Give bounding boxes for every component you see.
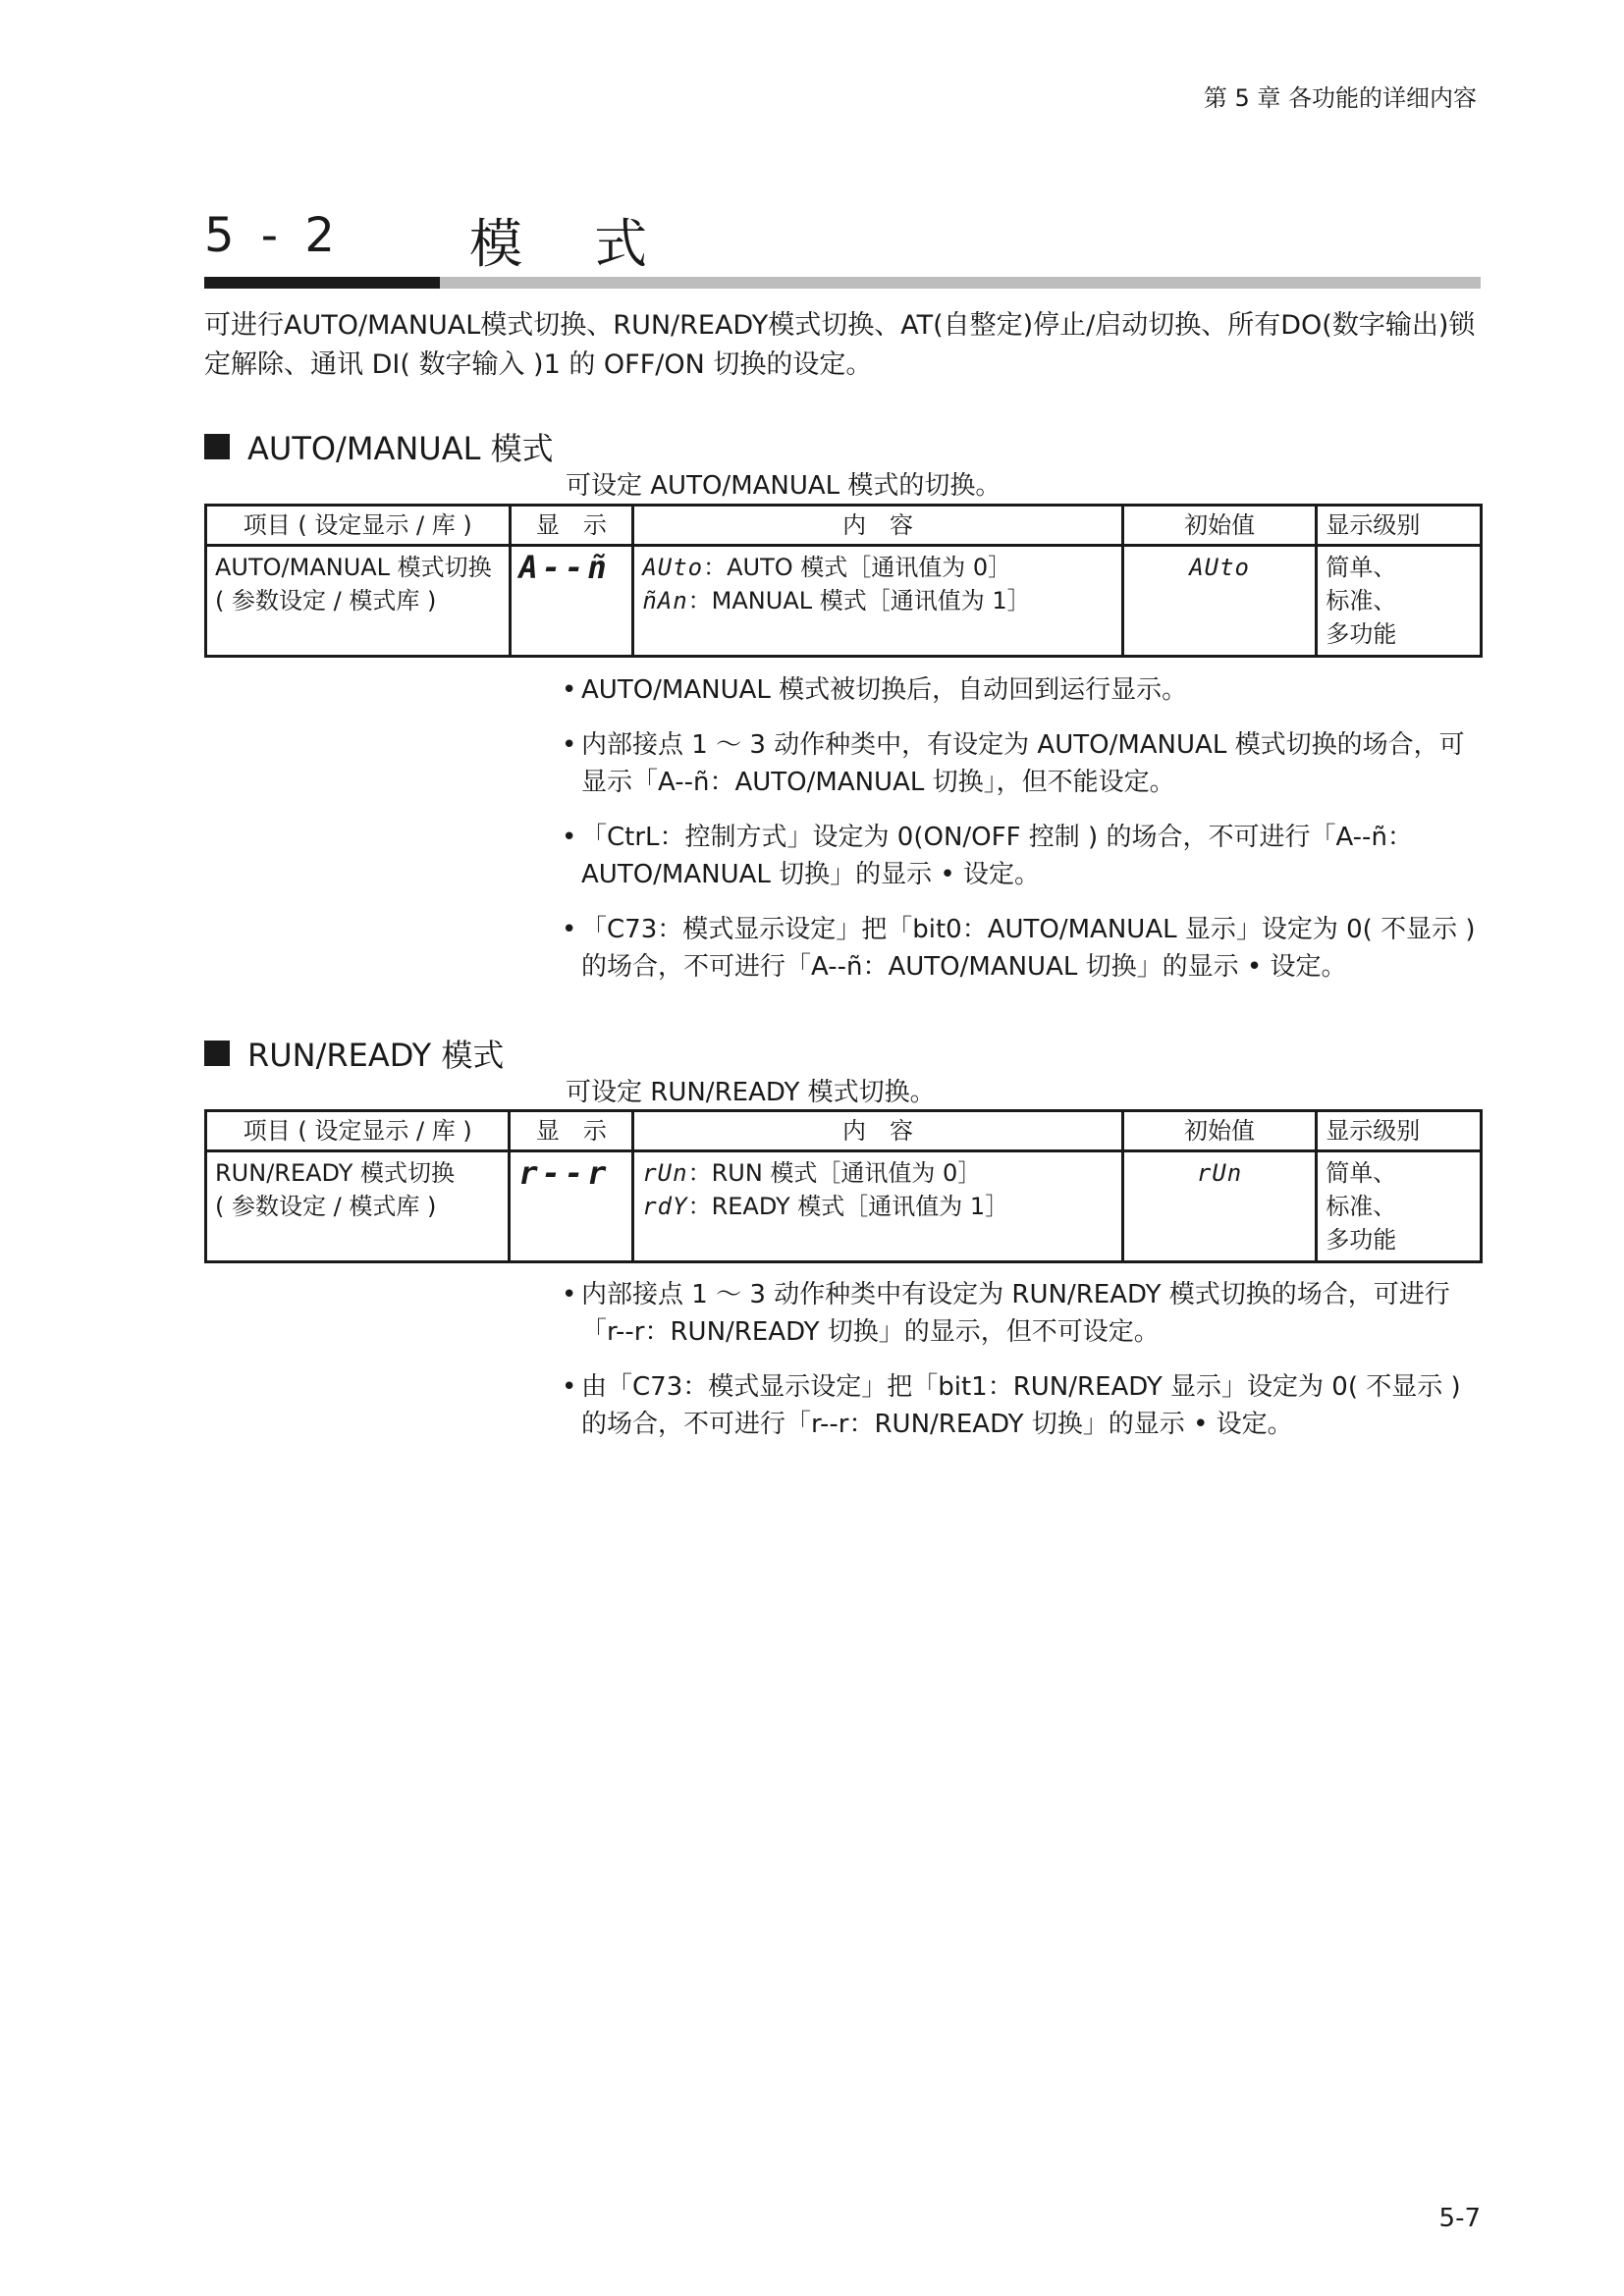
run-ready-table: [204, 1109, 1483, 1263]
lcd-code-ready: rdY: [642, 1193, 688, 1220]
list-item: • AUTO/MANUAL 模式被切换后，自动回到运行显示。: [562, 671, 1485, 709]
auto-manual-heading-text: AUTO/MANUAL 模式: [247, 430, 554, 467]
note-text: 由「C73：模式显示设定」把「bit1：RUN/READY 显示」设定为 0( 不显示 ) 的场合，不可进行「r--r：RUN/READY 切换」的显示 • 设定。: [581, 1372, 1461, 1439]
section-title: [204, 208, 1481, 287]
lcd-display-code: A--ñ: [518, 549, 611, 586]
display-cell: [510, 546, 633, 657]
note-text: 内部接点 1 ～ 3 动作种类中有设定为 RUN/READY 模式切换的场合，可进行「r--r：RUN/READY 切换」的显示，但不可设定。: [581, 1280, 1450, 1347]
initial-cell: [1122, 546, 1317, 657]
item-bank: ( 参数设定 / 模式库 ): [215, 587, 437, 614]
square-bullet-icon: [204, 434, 230, 459]
run-ready-heading-text: RUN/READY 模式: [247, 1037, 505, 1074]
table-header-row: [206, 1111, 1482, 1151]
header-level: 显示级别: [1317, 1111, 1482, 1151]
header-display: 显 示: [510, 1111, 633, 1151]
run-ready-description: 可设定 RUN/READY 模式切换。: [566, 1078, 936, 1107]
table-header-row: [206, 506, 1482, 546]
section-name: 模 式: [469, 213, 676, 275]
level-multi: 多功能: [1326, 1226, 1397, 1254]
item-bank: ( 参数设定 / 模式库 ): [215, 1193, 437, 1220]
lcd-code-auto: AUto: [642, 554, 704, 581]
display-cell: [510, 1151, 633, 1262]
lcd-code-manual: ñAn: [642, 587, 688, 614]
note-text: AUTO/MANUAL 模式被切换后，自动回到运行显示。: [581, 675, 1188, 705]
item-name: AUTO/MANUAL 模式切换: [215, 554, 492, 581]
header-content: 内 容: [633, 506, 1123, 546]
header-initial: 初始值: [1122, 1111, 1317, 1151]
list-item: • 内部接点 1 ～ 3 动作种类中，有设定为 AUTO/MANUAL 模式切换的场合，可显示「A--ñ：AUTO/MANUAL 切换」，但不能设定。: [562, 726, 1485, 801]
chapter-header: 第 5 章 各功能的详细内容: [1203, 84, 1477, 112]
item-cell: [206, 546, 511, 657]
run-ready-heading: [204, 1031, 504, 1076]
section-number: 5 - 2: [204, 208, 341, 263]
list-item: • 「CtrL：控制方式」设定为 0(ON/OFF 控制 ) 的场合，不可进行「A--ñ：AUTO/MANUAL 切换」的显示 • 设定。: [562, 819, 1485, 893]
level-cell: [1317, 1151, 1482, 1262]
content-cell: [633, 1151, 1123, 1262]
header-item: 项目 ( 设定显示 / 库 ): [206, 506, 511, 546]
item-cell: [206, 1151, 510, 1262]
auto-manual-description: 可设定 AUTO/MANUAL 模式的切换。: [566, 471, 1001, 501]
header-content: 内 容: [633, 1111, 1123, 1151]
content-ready: ：READY 模式［通讯值为 1］: [687, 1193, 1009, 1220]
table-row: [206, 546, 1482, 657]
initial-value: rUn: [1196, 1159, 1243, 1187]
page-number: 5-7: [1438, 2204, 1481, 2233]
auto-manual-heading: [204, 424, 554, 469]
square-bullet-icon: [204, 1041, 230, 1066]
list-item: • 「C73：模式显示设定」把「bit0：AUTO/MANUAL 显示」设定为 0( 不显示 ) 的场合，不可进行「A--ñ：AUTO/MANUAL 切换」的显示 • 设定。: [562, 911, 1485, 986]
level-standard: 标准、: [1326, 587, 1397, 614]
list-item: • 由「C73：模式显示设定」把「bit1：RUN/READY 显示」设定为 0( 不显示 ) 的场合，不可进行「r--r：RUN/READY 切换」的显示 • 设定。: [562, 1368, 1485, 1443]
note-text: 「C73：模式显示设定」把「bit0：AUTO/MANUAL 显示」设定为 0( 不显示 ) 的场合，不可进行「A--ñ：AUTO/MANUAL 切换」的显示 • 设定。: [581, 915, 1476, 982]
lcd-code-run: rUn: [642, 1159, 688, 1187]
section-rule-accent: [204, 277, 440, 289]
note-text: 内部接点 1 ～ 3 动作种类中，有设定为 AUTO/MANUAL 模式切换的场合，可显示「A--ñ：AUTO/MANUAL 切换」，但不能设定。: [581, 730, 1465, 797]
auto-manual-table: [204, 504, 1483, 658]
header-level: 显示级别: [1317, 506, 1482, 546]
header-display: 显 示: [510, 506, 633, 546]
content-manual: ：MANUAL 模式［通讯值为 1］: [687, 587, 1031, 614]
header-item: 项目 ( 设定显示 / 库 ): [206, 1111, 510, 1151]
table-row: [206, 1151, 1482, 1262]
header-initial: 初始值: [1122, 506, 1317, 546]
content-cell: [633, 546, 1123, 657]
item-name: RUN/READY 模式切换: [215, 1159, 455, 1187]
section-rule: [204, 277, 1481, 289]
level-simple: 简单、: [1326, 554, 1397, 581]
auto-manual-notes: [562, 671, 1485, 1003]
content-auto: ：AUTO 模式［通讯值为 0］: [703, 554, 1012, 581]
list-item: • 内部接点 1 ～ 3 动作种类中有设定为 RUN/READY 模式切换的场合，可进行「r--r：RUN/READY 切换」的显示，但不可设定。: [562, 1276, 1485, 1351]
content-run: ：RUN 模式［通讯值为 0］: [687, 1159, 982, 1187]
level-cell: [1317, 546, 1482, 657]
level-standard: 标准、: [1326, 1193, 1397, 1220]
level-multi: 多功能: [1326, 620, 1397, 648]
level-simple: 简单、: [1326, 1159, 1397, 1187]
initial-value: AUto: [1189, 554, 1250, 581]
intro-paragraph: 可进行AUTO/MANUAL模式切换、RUN/READY模式切换、AT(自整定)停止/启动切换、所有DO(数字输出)锁定解除、通讯 DI( 数字输入 )1 的 OFF/ON 切换的设定。: [204, 310, 1476, 380]
initial-cell: [1122, 1151, 1317, 1262]
run-ready-notes: [562, 1276, 1485, 1461]
lcd-display-code: r--r: [518, 1154, 611, 1192]
note-text: 「CtrL：控制方式」设定为 0(ON/OFF 控制 ) 的场合，不可进行「A--ñ：AUTO/MANUAL 切换」的显示 • 设定。: [581, 823, 1413, 889]
